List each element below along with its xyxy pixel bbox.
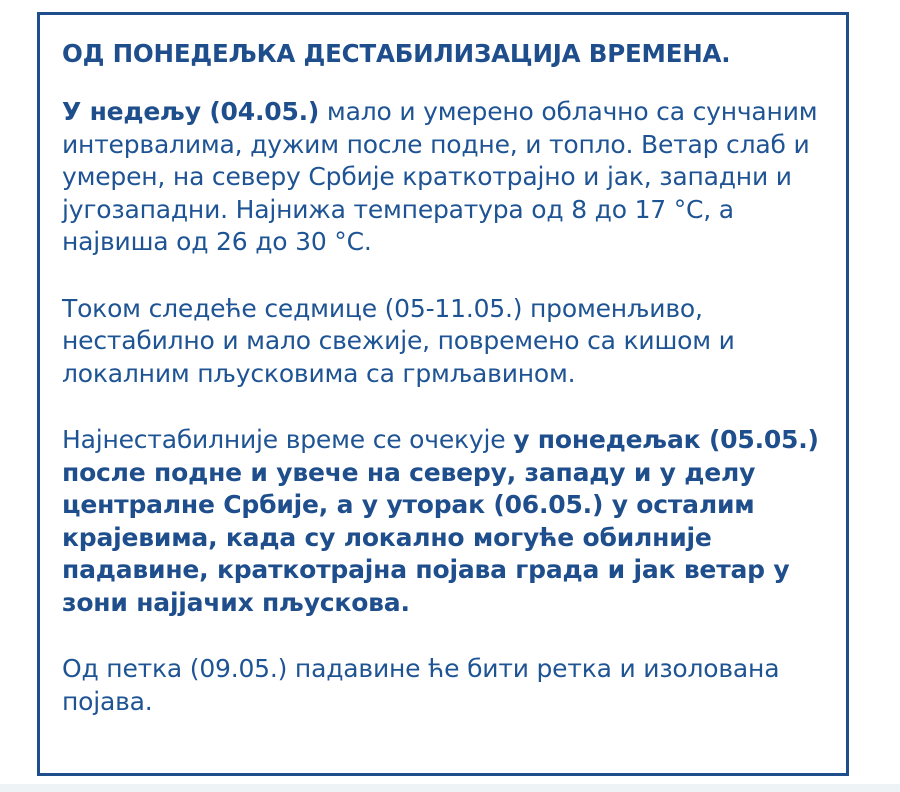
forecast-title: ОД ПОНЕДЕЉКА ДЕСТАБИЛИЗАЦИЈА ВРЕМЕНА. [62,39,731,68]
paragraph-instability-bold: у понедељак (05.05.) после подне и увече на северу, западу и у делу централне Србије, а у уторак (06.05.) у осталим крајевима, када су локално могуће обилније падавине, краткотрајна појава града и јак ветар у зони најјачих пљускова. [62,425,819,617]
paragraph-next-week [62,293,824,391]
paragraph-friday-text: Од петка (09.05.) падавине ће бити ретка и изолована појава. [62,654,780,716]
paragraph-sunday [62,96,824,259]
forecast-box [37,12,849,776]
bottom-strip [0,784,900,792]
paragraph-friday [62,653,824,718]
paragraph-instability [62,424,824,619]
paragraph-sunday-text: мало и умерено облачно са сунчаним интервалима, дужим после подне, и топло. Ветар слаб и умерен, на северу Србије краткотрајно и јак, западни и југозападни. Најнижа температура од 8 до 17 °C, а највиша од 26 до 30 °C. [62,97,818,256]
paragraph-next-week-text: Током следеће седмице (05-11.05.) променљиво, нестабилно и мало свежије, повремено са кишом и локалним пљусковима са грмљавином. [62,293,735,388]
paragraph-sunday-date: У недељу (04.05.) [62,97,320,126]
paragraph-instability-text: Најнестабилније време се очекује [62,425,514,454]
